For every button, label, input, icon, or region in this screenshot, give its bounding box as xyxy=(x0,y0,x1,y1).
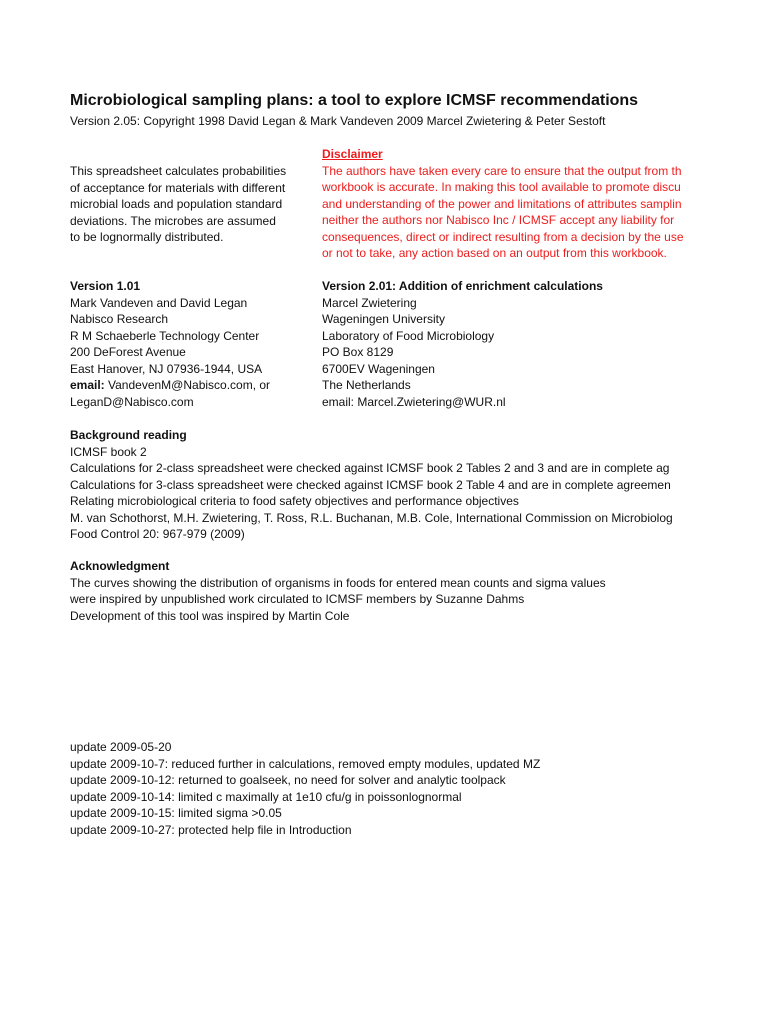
disclaimer-line: or not to take, any action based on an output from this workbook. xyxy=(322,246,667,260)
background-line: Food Control 20: 967-979 (2009) xyxy=(70,527,245,541)
intro-paragraph xyxy=(70,163,310,246)
page-title: Microbiological sampling plans: a tool to explore ICMSF recommendations xyxy=(70,92,639,109)
email-label: email: xyxy=(70,378,105,392)
email-value[interactable]: VandevenM@Nabisco.com, or xyxy=(104,378,271,392)
update-entry: update 2009-10-12: returned to goalseek, no need for solver and analytic toolpack xyxy=(70,773,506,787)
background-reading-block xyxy=(70,427,700,543)
email-line xyxy=(70,377,315,394)
intro-line: microbial loads and population standard xyxy=(70,197,283,211)
update-entry: update 2009-10-15: limited sigma >0.05 xyxy=(70,806,282,820)
disclaimer-heading: Disclaimer xyxy=(322,147,383,161)
intro-line: deviations. The microbes are assumed xyxy=(70,213,276,228)
background-line: M. van Schothorst, M.H. Zwietering, T. Ross, R.L. Buchanan, M.B. Cole, International Commission on Microbiolog xyxy=(70,510,673,525)
background-line: ICMSF book 2 xyxy=(70,444,147,459)
contact-line: Marcel Zwietering xyxy=(322,295,417,310)
update-log xyxy=(70,739,700,838)
acknowledgment-line: were inspired by unpublished work circulated to ICMSF members by Suzanne Dahms xyxy=(70,592,525,606)
disclaimer-line: neither the authors nor Nabisco Inc / ICMSF accept any liability for xyxy=(322,213,675,227)
disclaimer-line: The authors have taken every care to ensure that the output from th xyxy=(322,163,682,178)
acknowledgment-line: Development of this tool was inspired by Martin Cole xyxy=(70,608,350,623)
update-entry: update 2009-10-27: protected help file in Introduction xyxy=(70,822,352,837)
contact-line: Laboratory of Food Microbiology xyxy=(322,328,495,343)
version-copyright-line: Version 2.05: Copyright 1998 David Legan & Mark Vandeven 2009 Marcel Zwietering & Peter Sestoft xyxy=(70,114,606,128)
background-line: Relating microbiological criteria to food safety objectives and performance objectives xyxy=(70,494,519,508)
disclaimer-line: workbook is accurate. In making this tool available to promote discu xyxy=(322,180,681,194)
contact-line: East Hanover, NJ 07936-1944, USA xyxy=(70,361,263,376)
intro-line: to be lognormally distributed. xyxy=(70,230,224,244)
disclaimer-line: and understanding of the power and limitations of attributes samplin xyxy=(322,196,682,211)
contact-line: Nabisco Research xyxy=(70,312,169,326)
background-heading: Background reading xyxy=(70,428,187,442)
background-line: Calculations for 2-class spreadsheet were checked against ICMSF book 2 Tables 2 and 3 and are in complete ag xyxy=(70,461,670,475)
contact-line: 6700EV Wageningen xyxy=(322,361,435,376)
contact-line: 200 DeForest Avenue xyxy=(70,345,186,359)
version-101-block xyxy=(70,278,315,410)
contact-line: R M Schaeberle Technology Center xyxy=(70,328,260,343)
version-201-block xyxy=(322,278,700,410)
contact-line: The Netherlands xyxy=(322,378,411,392)
update-entry: update 2009-10-14: limited c maximally at 1e10 cfu/g in poissonlognormal xyxy=(70,789,462,804)
update-entry: update 2009-10-7: reduced further in calculations, removed empty modules, updated MZ xyxy=(70,756,541,771)
email-line[interactable]: email: Marcel.Zwietering@WUR.nl xyxy=(322,394,506,409)
acknowledgment-line: The curves showing the distribution of organisms in foods for entered mean counts and sigma values xyxy=(70,575,606,590)
update-entry: update 2009-05-20 xyxy=(70,740,172,754)
version-201-heading: Version 2.01: Addition of enrichment calculations xyxy=(322,279,603,293)
contact-line: PO Box 8129 xyxy=(322,345,394,359)
background-line: Calculations for 3-class spreadsheet were checked against ICMSF book 2 Table 4 and are in complete agreemen xyxy=(70,477,671,492)
acknowledgment-heading: Acknowledgment xyxy=(70,559,170,573)
intro-line: of acceptance for materials with different xyxy=(70,180,286,195)
contact-line: Wageningen University xyxy=(322,312,445,326)
email-line-continued[interactable]: LeganD@Nabisco.com xyxy=(70,394,194,409)
disclaimer-block xyxy=(322,146,700,262)
acknowledgment-block xyxy=(70,558,700,624)
intro-line: This spreadsheet calculates probabilities xyxy=(70,164,287,178)
version-101-heading: Version 1.01 xyxy=(70,279,141,293)
contact-line: Mark Vandeven and David Legan xyxy=(70,295,248,310)
disclaimer-line: consequences, direct or indirect resulting from a decision by the use xyxy=(322,229,684,244)
